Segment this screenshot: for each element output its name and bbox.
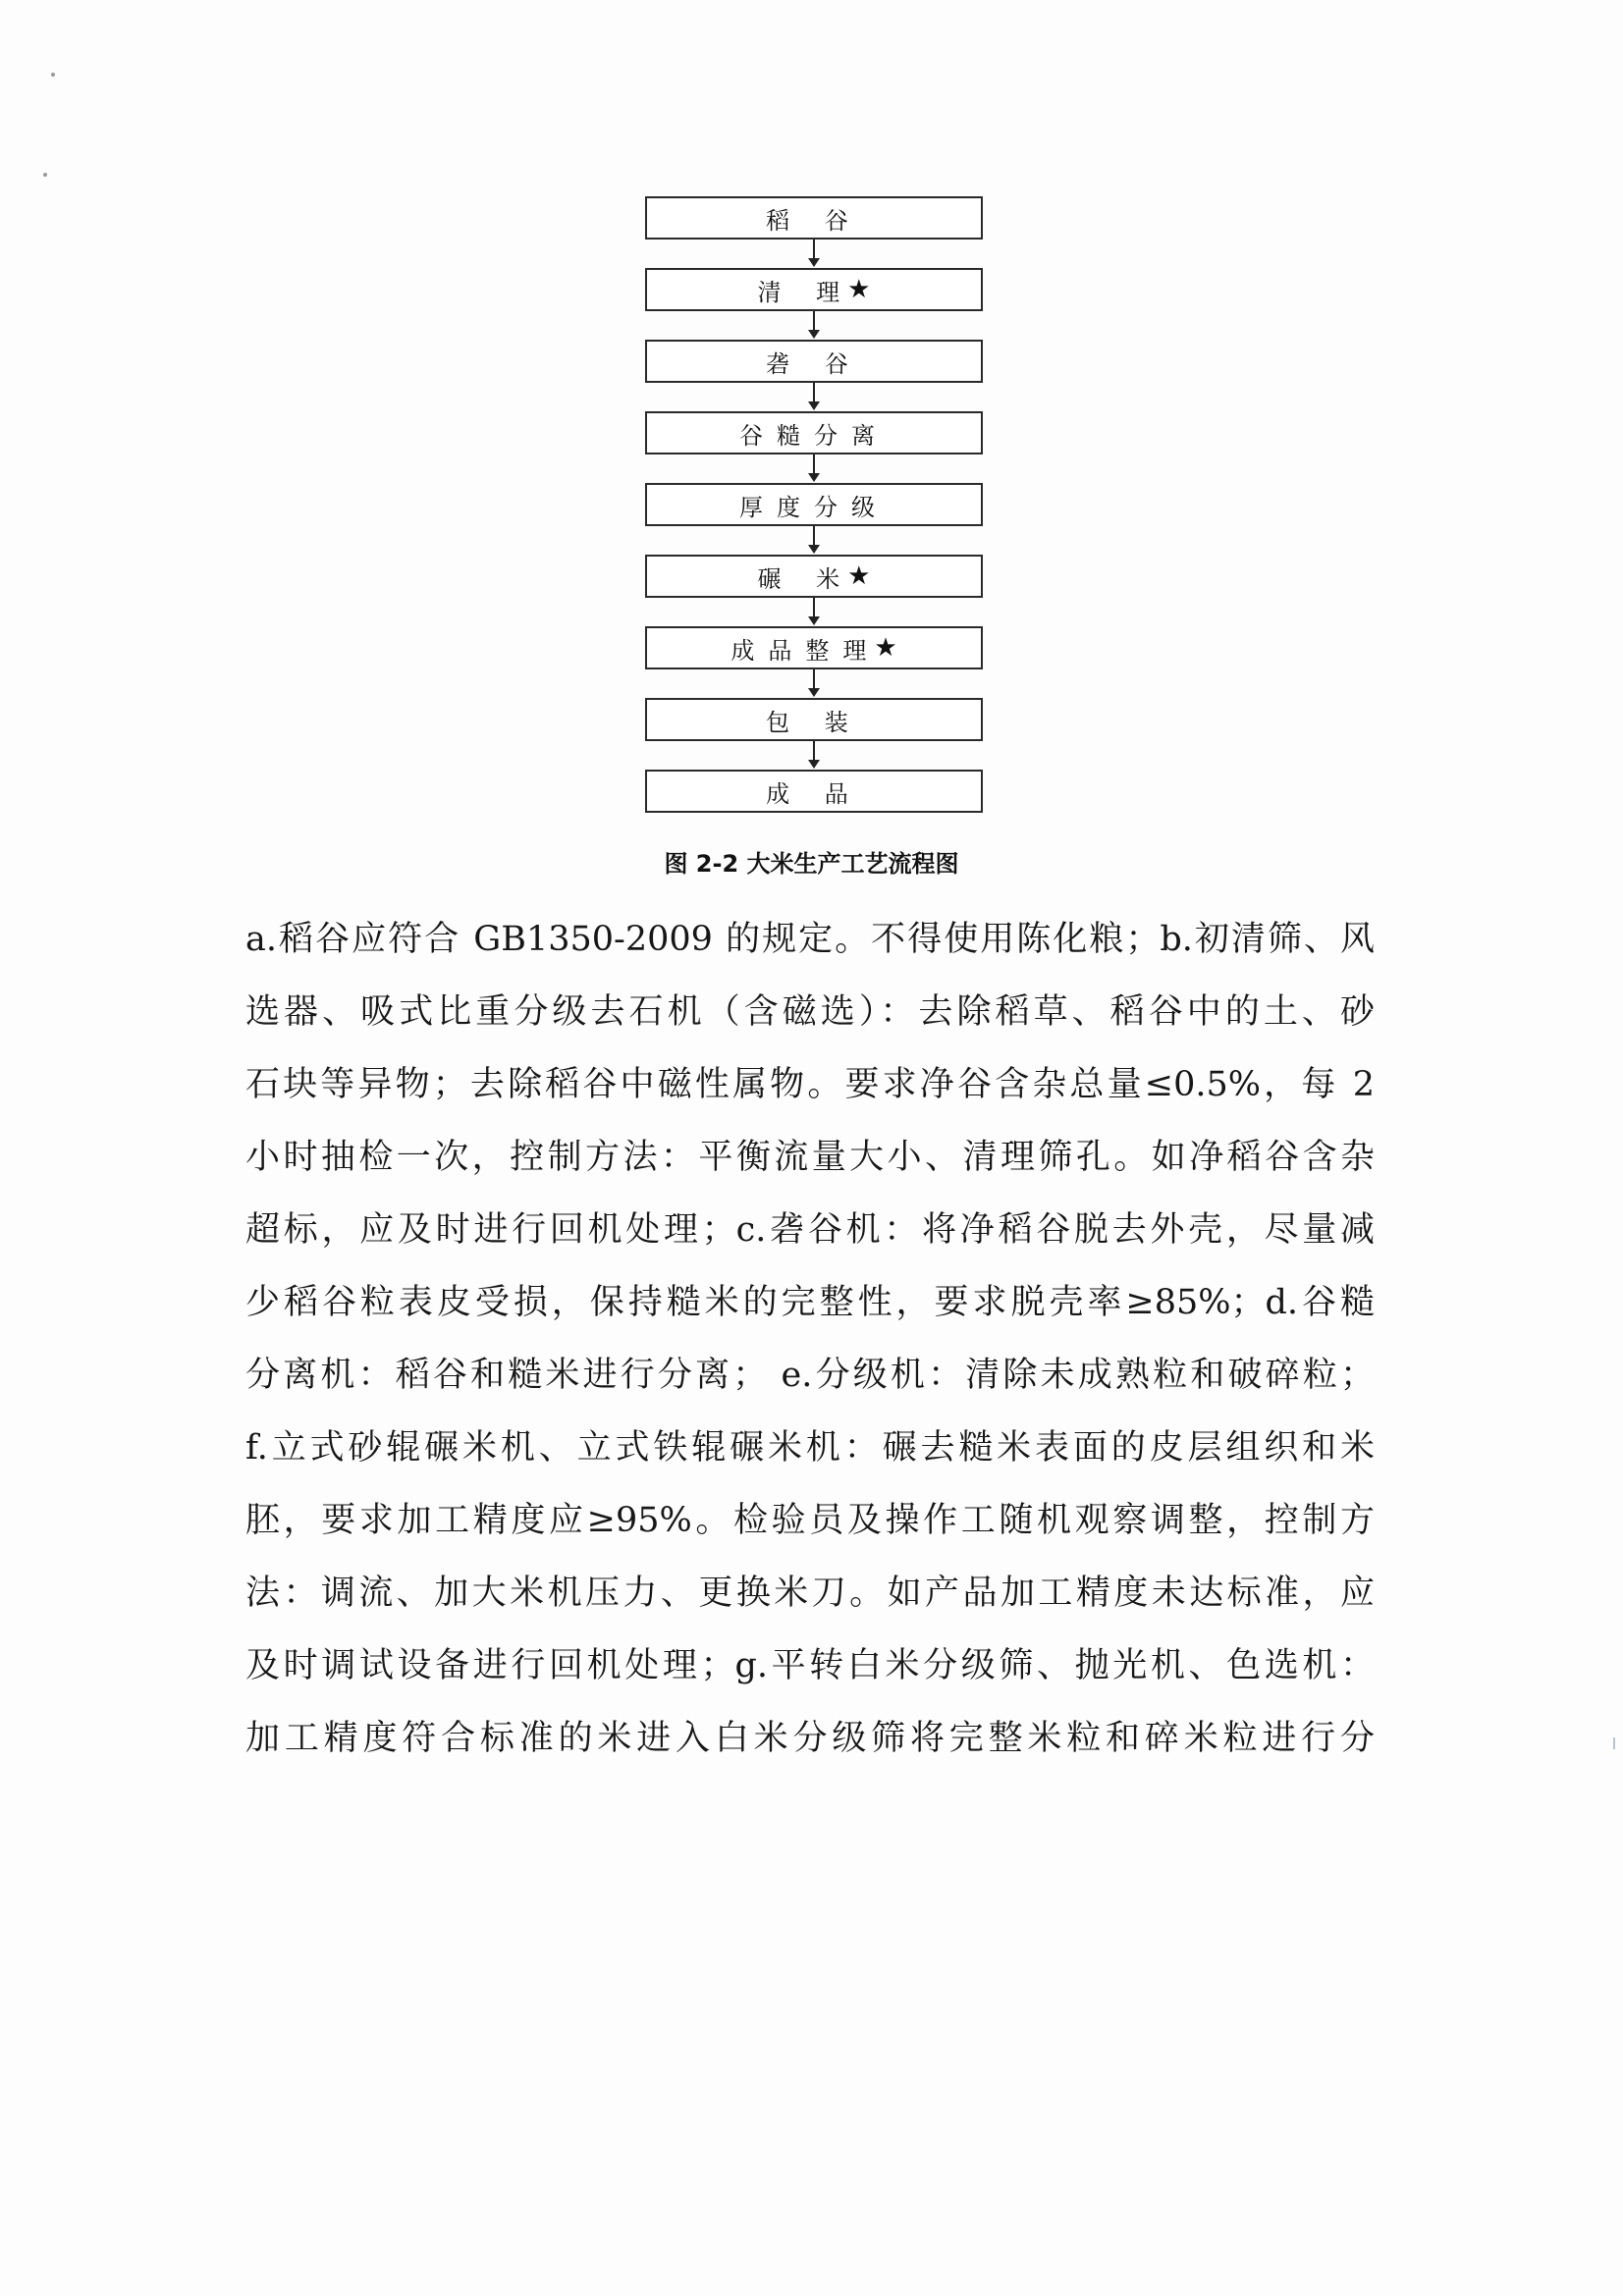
flow-arrow (645, 598, 983, 626)
flow-step (645, 698, 983, 741)
paragraph-line: a.稻谷应符合 GB1350-2009 的规定。不得使用陈化粮；b.初清筛、风 (245, 920, 1375, 959)
paragraph-line: 超标，应及时进行回机处理；c.砻谷机：将净稻谷脱去外壳，尽量减 (245, 1210, 1375, 1250)
paragraph-line: 加工精度符合标准的米进入白米分级筛将完整米粒和碎米粒进行分 (245, 1719, 1375, 1758)
figure-caption: 图 2-2 大米生产工艺流程图 (664, 850, 959, 878)
paragraph-line: 少稻谷粒表皮受损，保持糙米的完整性，要求脱壳率≥85%；d.谷糙 (245, 1283, 1375, 1322)
flow-arrow (645, 240, 983, 268)
flow-arrow (645, 526, 983, 555)
flow-step-label: 包 装 (766, 708, 862, 736)
flow-step-label: 谷糙分离 (739, 421, 889, 450)
flow-step-label: 成 品 (766, 779, 862, 808)
scan-speck (43, 173, 47, 177)
flow-step-label: 成品整理 (730, 636, 881, 665)
flow-step-label: 砻 谷 (766, 349, 862, 378)
flow-arrow (645, 311, 983, 340)
flow-arrow (645, 741, 983, 770)
scan-edge-mark (1613, 1737, 1615, 1749)
paragraph-line: 胚，要求加工精度应≥95%。检验员及操作工随机观察调整，控制方 (245, 1501, 1375, 1540)
flow-step (645, 411, 983, 454)
flow-step (645, 196, 983, 240)
star-icon: ★ (874, 633, 897, 663)
flow-arrow (645, 669, 983, 698)
flow-arrow (645, 454, 983, 483)
flow-step-label: 碾 米 (757, 564, 854, 593)
flow-step-label: 厚度分级 (739, 493, 889, 521)
flow-step (645, 483, 983, 526)
paragraph-line: 石块等异物；去除稻谷中磁性属物。要求净谷含杂总量≤0.5%，每 2 (245, 1065, 1375, 1104)
star-icon: ★ (847, 561, 871, 591)
paragraph-line: 及时调试设备进行回机处理；g.平转白米分级筛、抛光机、色选机： (245, 1646, 1375, 1685)
paragraph-line: 法：调流、加大米机压力、更换米刀。如产品加工精度未达标准，应 (245, 1574, 1375, 1613)
star-icon: ★ (847, 275, 871, 304)
flow-step (645, 340, 983, 383)
flow-step (645, 268, 983, 311)
flow-step-label: 稻 谷 (766, 206, 862, 235)
flow-step-label: 清 理 (757, 278, 854, 306)
process-flowchart (645, 196, 983, 813)
flow-arrow (645, 383, 983, 411)
scan-speck (51, 73, 55, 77)
flow-step (645, 770, 983, 813)
paragraph-line: 选器、吸式比重分级去石机（含磁选）：去除稻草、稻谷中的土、砂 (245, 992, 1375, 1032)
flow-step (645, 626, 983, 669)
paragraph-line: 小时抽检一次，控制方法：平衡流量大小、清理筛孔。如净稻谷含杂 (245, 1138, 1375, 1177)
paragraph-line: 分离机：稻谷和糙米进行分离； e.分级机：清除未成熟粒和破碎粒； (245, 1356, 1375, 1395)
paragraph-line: f.立式砂辊碾米机、立式铁辊碾米机：碾去糙米表面的皮层组织和米 (245, 1428, 1375, 1468)
body-paragraph (245, 903, 1375, 1775)
flow-step (645, 555, 983, 598)
